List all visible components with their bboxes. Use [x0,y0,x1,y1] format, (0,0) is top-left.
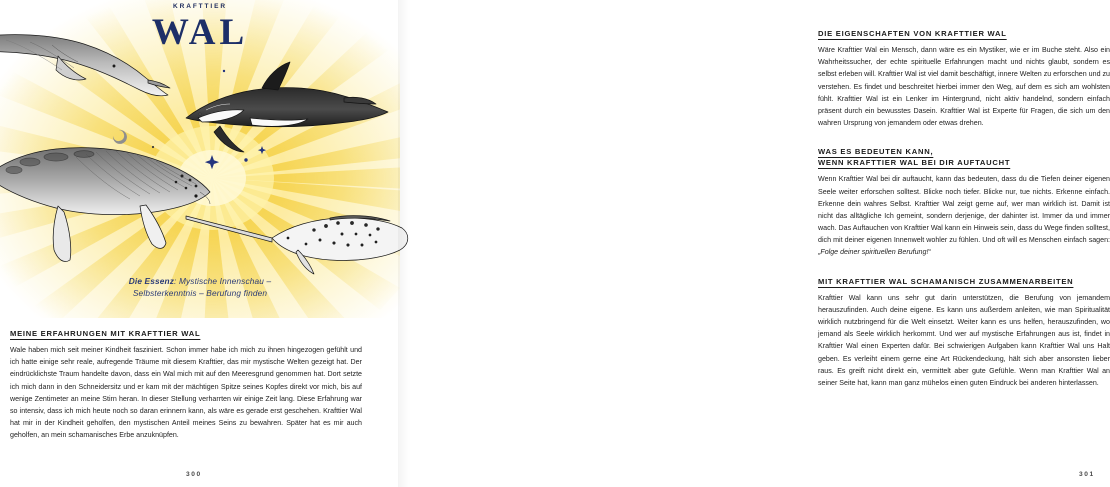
essence-line-1: : Mystische Innenschau – [174,276,272,286]
essence-line-2: Selbsterkenntnis – Berufung finden [132,288,268,299]
section-paragraph [818,173,1110,258]
section-heading-line: MEINE ERFAHRUNGEN MIT KRAFTTIER WAL [10,329,201,338]
essence-label: Die Essenz [128,276,175,286]
section-eigenschaften [818,28,1110,129]
section-paragraph: Wale haben mich seit meiner Kindheit fasziniert. Schon immer habe ich mich zu ihnen hingezogen gefühlt und ich hatte einige sehr reale, aufregende Träume mit diesem Krafttier, das mir mystische Welten gezeigt hat. Der eindrücklichste Traum handelte davon, dass ein Wal mich mit auf den Meeresgrund genommen hat. Dort setzte ich mich dann in den Schneidersitz und er kam mit der mächtigen Spitze seines Kopfes direkt vor mich, bis auf wenige Zentimeter an meine Stirn heran. In dieser Stellung verharrten wir einige Zeit lang. Diese Erfahrung war so intensiv, dass ich mich heute noch so daran erinnern kann, als wäre es gerade erst geschehen. Krafttier Wal hat mir in der Kindheit geholfen, den mystischen Anteil meines Seins zu bewahren. Später hat es mir auch geholfen, an mein schamanisches Erbe anzuknüpfen. [10,346,362,440]
dot-accent [152,146,154,148]
page-kicker: KRAFTTIER [173,3,227,10]
section-heading-line-2: WENN KRAFTTIER WAL BEI DIR AUFTAUCHT [818,158,1011,168]
section-paragraph: Krafttier Wal kann uns sehr gut darin unterstützen, die Berufung von jemandem herauszufinden. Auch deine eigene. Es kann uns außerdem anleiten, wie man Spiritualität wirklich nutzbringend für die Welt einsetzt. Weiter kann es uns helfen, herauszufinden, wo jemand als Seele wirklich herkommt. Und wer auf mystische Erfahrungen aus ist, findet in Krafttier Wal einen Experten dafür. Bei schwierigen Aufgaben kann Krafttier Wal uns Halt geben. Es verleiht einem gerne eine Art Rückendeckung, hält sich aber ansonsten lieber raus. Es greift nicht direkt ein, vermittelt aber gute Gefühle. Wenn man Krafttier Wal an seiner Seite hat, kann man ganz mühelos einen guten Eindruck bei anderen hinterlassen. [818,293,1110,387]
section-meine-erfahrungen [10,328,362,442]
section-heading [818,276,1110,287]
humpback-whale [0,148,210,262]
section-heading [818,28,1110,39]
folio-left: 300 [186,471,202,478]
left-page [0,0,400,487]
illustration-area [0,0,400,318]
paragraph-pre: Wenn Krafttier Wal bei dir auftaucht, kann das bedeuten, dass du die Tiefen deiner eigenen Seele weiter erforschen solltest. Blicke noch tiefer. Blicke nur, tue nichts. Erkenne einfach. Erkenne dein wahres Selbst. Krafttier Wal zeigt gerne auf, wer man wirklich ist. Damit ist nicht das alltägliche Ich gemeint, sondern derjenige, der dahinter ist. Immer da und immer wach. Das Auftauchen von Krafttier Wal kann ein Hinweis sein, dass du Wege finden solltest, dich mit deiner eigenen Innenwelt wohler zu fühlen. Und oft will es Menschen einfach sagen: „ [818,175,1110,257]
folio-right: 301 [1079,471,1095,478]
section-heading-line: DIE EIGENSCHAFTEN VON KRAFTTIER WAL [818,29,1007,38]
narwhal [186,216,408,274]
page-title: WAL [151,12,249,53]
right-page [400,0,1110,487]
paragraph-quote: Folge deiner spirituellen Berufung! [820,248,929,257]
section-heading-line: WAS ES BEDEUTEN KANN, [818,147,934,157]
essence-caption [0,275,400,299]
right-text-column [818,28,1110,389]
section-paragraph: Wäre Krafttier Wal ein Mensch, dann wäre es ein Mystiker, wie er im Buche steht. Also ein Wahrheitssucher, der echte spirituelle Erfahrungen macht und nichts glaubt, sondern es selbst erleben will. Krafttier Wal ist viel damit beschäftigt, innere Welten zu erforschen und zu verstehen. Es findet und beschreitet hierbei immer den Weg, auf dem es sich am wohlsten fühlt. Krafttier Wal ist ein Lenker im Hintergrund, nicht aktiv handelnd, sondern einfach präsent durch ein bewusstes Dasein. Krafttier Wal ist Experte für Fragen, die sich um den wahren Ursprung von jemandem oder etwas drehen. [818,46,1110,128]
paragraph-post: “ [928,248,931,257]
section-heading-line: MIT KRAFTTIER WAL SCHAMANISCH ZUSAMMENARBEITEN [818,276,1074,286]
crescent-moon [113,130,127,144]
section-bedeutung [818,146,1110,258]
orca [186,62,388,152]
section-heading [10,328,362,339]
left-text-column [10,328,362,442]
section-heading [818,146,1110,168]
section-zusammenarbeiten [818,276,1110,390]
